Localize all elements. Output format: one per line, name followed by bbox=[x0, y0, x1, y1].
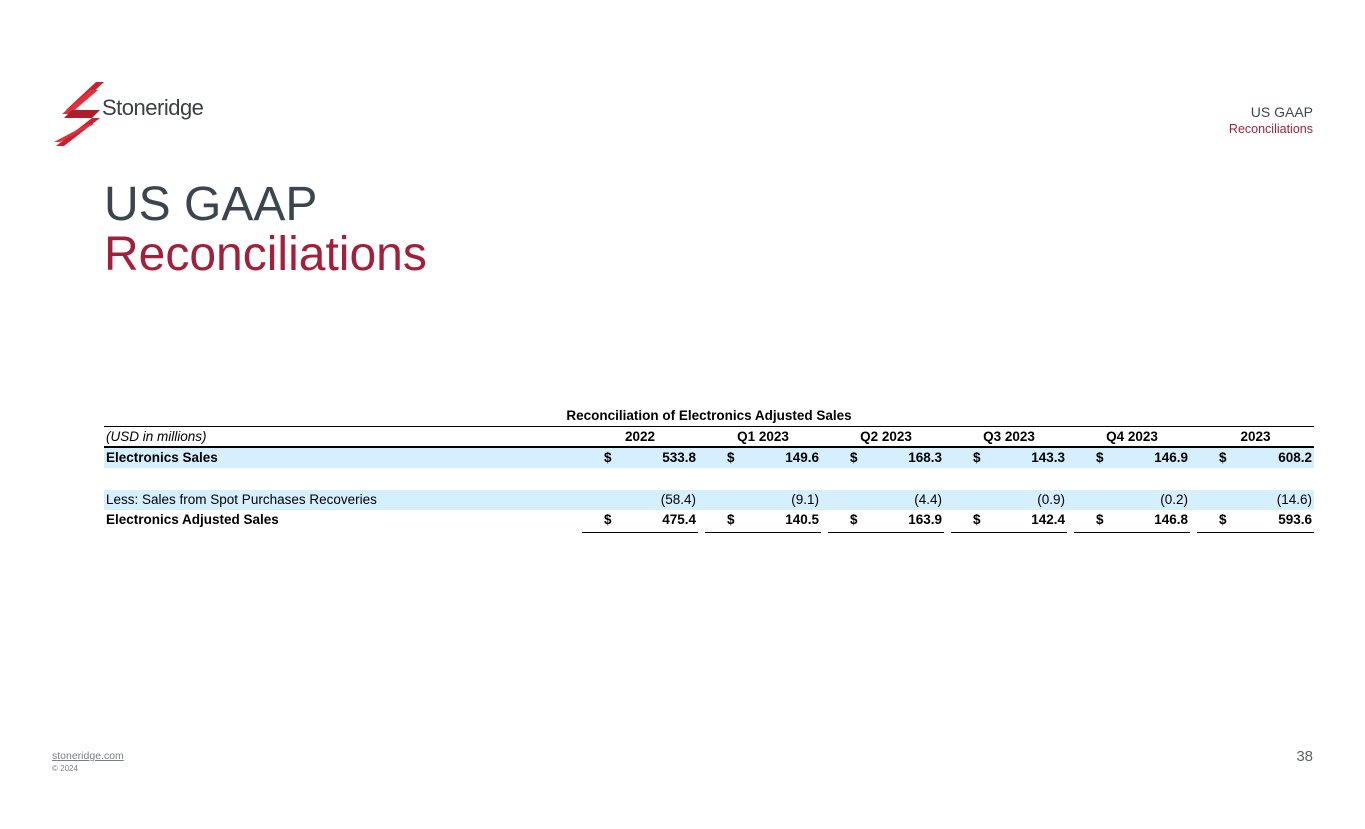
table-cell: $ 533.8 bbox=[604, 450, 696, 465]
column-header: 2023 bbox=[1240, 429, 1271, 444]
table-row bbox=[104, 510, 1314, 530]
page-title-line1: US GAAP bbox=[104, 178, 318, 231]
logo-wordmark: Stoneridge bbox=[102, 95, 204, 120]
table-row bbox=[104, 448, 1314, 468]
row-label: Electronics Adjusted Sales bbox=[106, 512, 279, 527]
table-cell: $ 146.8 bbox=[1074, 510, 1190, 533]
table-cell: $ 168.3 bbox=[850, 450, 942, 465]
table-cell: $ 608.2 bbox=[1219, 450, 1312, 465]
row-spacer bbox=[104, 468, 1314, 490]
column-header: Q2 2023 bbox=[860, 429, 912, 444]
table-cell: (4.4) bbox=[914, 492, 942, 507]
table-cell: $ 593.6 bbox=[1197, 510, 1314, 533]
table-header-row bbox=[104, 427, 1314, 448]
table-cell: $ 475.4 bbox=[582, 510, 698, 533]
table-cell: (0.9) bbox=[1037, 492, 1065, 507]
copyright-text: © 2024 bbox=[52, 764, 78, 773]
row-label: Less: Sales from Spot Purchases Recoveries bbox=[106, 492, 377, 507]
page-title bbox=[104, 180, 427, 280]
column-header: Q4 2023 bbox=[1106, 429, 1158, 444]
unit-label: (USD in millions) bbox=[106, 429, 207, 444]
table-cell: $ 149.6 bbox=[727, 450, 819, 465]
website-link[interactable]: stoneridge.com bbox=[52, 750, 124, 762]
table-cell: $ 146.9 bbox=[1096, 450, 1188, 465]
table-cell: $ 140.5 bbox=[705, 510, 821, 533]
section-marker-line2: Reconciliations bbox=[1228, 122, 1313, 136]
column-header: 2022 bbox=[624, 429, 656, 444]
table-cell: $ 163.9 bbox=[828, 510, 944, 533]
table-row bbox=[104, 490, 1314, 510]
table-cell: (58.4) bbox=[660, 492, 696, 507]
stoneridge-logo bbox=[52, 80, 212, 148]
table-cell: (0.2) bbox=[1160, 492, 1188, 507]
column-header: Q1 2023 bbox=[737, 429, 789, 444]
row-label: Electronics Sales bbox=[106, 450, 218, 465]
section-marker bbox=[1229, 104, 1313, 137]
table-cell: $ 143.3 bbox=[973, 450, 1065, 465]
column-header: Q3 2023 bbox=[983, 429, 1035, 444]
table-title: Reconciliation of Electronics Adjusted Sales bbox=[104, 406, 1314, 427]
table-cell: $ 142.4 bbox=[951, 510, 1067, 533]
page-title-line2: Reconciliations bbox=[104, 228, 427, 281]
table-cell: (9.1) bbox=[791, 492, 819, 507]
section-marker-line1: US GAAP bbox=[1250, 104, 1313, 120]
table-cell: (14.6) bbox=[1276, 492, 1312, 507]
page-number: 38 bbox=[1296, 748, 1313, 765]
reconciliation-table bbox=[104, 406, 1314, 530]
